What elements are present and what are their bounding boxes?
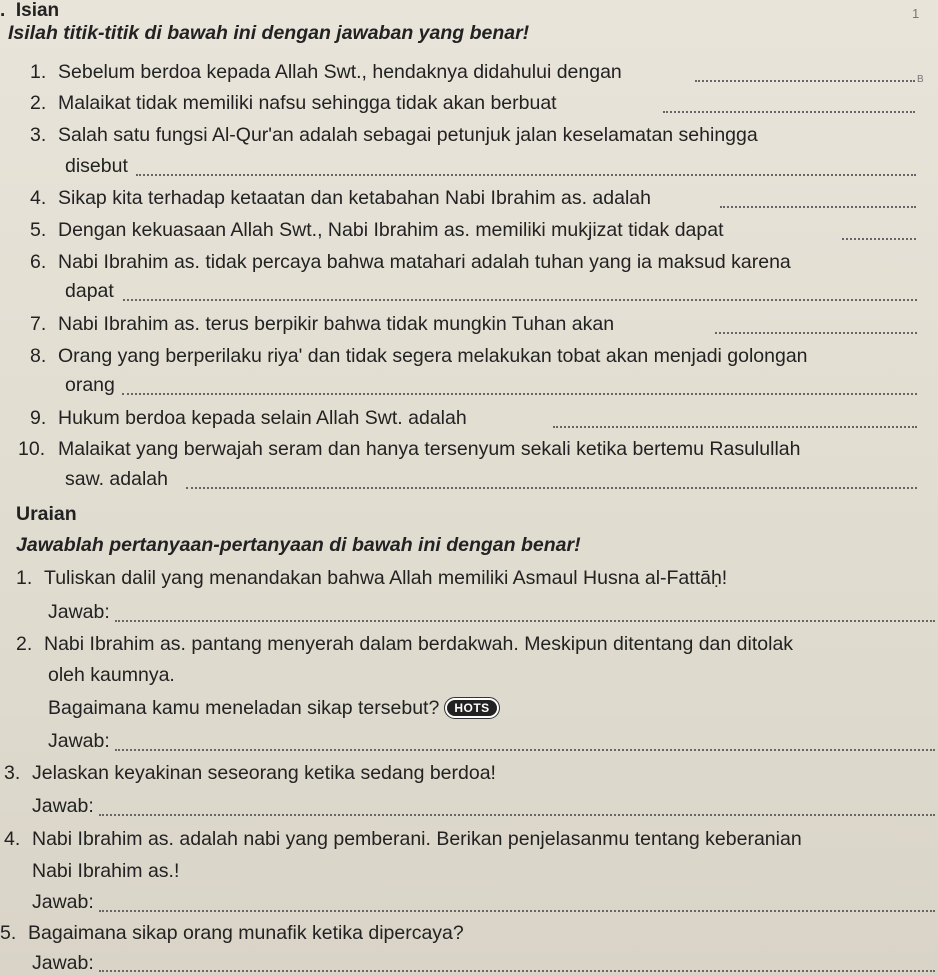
answer-blank-8[interactable] <box>122 393 917 395</box>
item-number: 1. <box>16 567 33 589</box>
uraian-answer-blank-5[interactable] <box>99 970 935 972</box>
uraian-answer-label-1: Jawab: <box>48 601 110 623</box>
item-number: 5. <box>0 922 17 944</box>
answer-blank-7[interactable] <box>715 332 917 334</box>
item-text: Nabi Ibrahim as. adalah nabi yang pemberani. Berikan penjelasanmu tentang keberanian <box>32 828 802 850</box>
item-text: Dengan kekuasaan Allah Swt., Nabi Ibrahim as. memiliki mukjizat tidak dapat <box>58 219 724 241</box>
answer-blank-6[interactable] <box>123 299 917 301</box>
uraian-item-4-cont: Nabi Ibrahim as.! <box>32 860 180 882</box>
uraian-item-3 <box>4 762 496 784</box>
isian-item-4 <box>30 187 651 209</box>
item-text: Malaikat yang berwajah seram dan hanya tersenyum sekali ketika bertemu Rasulullah <box>58 438 801 460</box>
isian-item-7 <box>30 313 614 335</box>
answer-blank-1[interactable] <box>695 80 915 82</box>
heading-prefix: . <box>0 0 6 21</box>
item-text: Nabi Ibrahim as. terus berpikir bahwa tidak mungkin Tuhan akan <box>58 313 615 335</box>
answer-blank-9[interactable] <box>553 426 917 428</box>
item-number: 6. <box>30 251 47 273</box>
item-text: Nabi Ibrahim as. tidak percaya bahwa matahari adalah tuhan yang ia maksud karena <box>58 251 791 273</box>
uraian-item-2 <box>16 633 793 655</box>
item-number: 1. <box>30 61 47 83</box>
isian-instruction: Isilah titik-titik di bawah ini dengan jawaban yang benar! <box>8 22 530 44</box>
item-text: Orang yang berperilaku riya' dan tidak segera melakukan tobat akan menjadi golongan <box>58 345 808 367</box>
uraian-answer-label-3: Jawab: <box>32 795 94 817</box>
isian-item-10-cont: saw. adalah <box>65 468 168 490</box>
item-text: Malaikat tidak memiliki nafsu sehingga tidak akan berbuat <box>58 92 557 114</box>
uraian-answer-blank-3[interactable] <box>99 814 935 816</box>
corner-mark-2: B <box>917 74 924 85</box>
isian-item-8 <box>30 345 808 367</box>
uraian-instruction: Jawablah pertanyaan-pertanyaan di bawah ini dengan benar! <box>16 534 581 556</box>
uraian-answer-label-4: Jawab: <box>32 891 94 913</box>
item-number: 2. <box>30 92 47 114</box>
uraian-item-2-question <box>48 697 499 719</box>
uraian-answer-blank-1[interactable] <box>115 620 935 622</box>
item-text: Jelaskan keyakinan seseorang ketika sedang berdoa! <box>32 762 496 784</box>
isian-item-10 <box>18 438 800 460</box>
isian-item-6 <box>30 251 791 273</box>
answer-blank-3[interactable] <box>136 174 916 176</box>
corner-mark: 1 <box>912 6 920 21</box>
isian-heading-text: Isian <box>15 0 60 21</box>
item-text: Sikap kita terhadap ketaatan dan ketabahan Nabi Ibrahim as. adalah <box>58 187 651 209</box>
item-text: Nabi Ibrahim as. pantang menyerah dalam berdakwah. Meskipun ditentang dan ditolak <box>44 633 794 655</box>
hots-badge: HOTS <box>445 698 498 718</box>
uraian-answer-label-5: Jawab: <box>32 952 94 974</box>
section-heading-uraian: Uraian <box>16 503 77 525</box>
item-number: 10. <box>18 438 46 460</box>
uraian-item-5 <box>0 922 464 944</box>
isian-item-2 <box>30 92 557 114</box>
uraian-answer-label-2: Jawab: <box>48 730 110 752</box>
isian-item-3-cont: disebut <box>65 155 128 177</box>
answer-blank-4[interactable] <box>720 206 916 208</box>
uraian-item-2-cont: oleh kaumnya. <box>48 664 175 686</box>
isian-item-9 <box>30 407 467 429</box>
uraian-item-1 <box>16 567 727 589</box>
item-number: 7. <box>30 313 47 335</box>
isian-item-5 <box>30 219 724 241</box>
item-text: Bagaimana sikap orang munafik ketika dipercaya? <box>28 922 464 944</box>
answer-blank-2[interactable] <box>663 111 915 113</box>
item-number: 4. <box>4 828 21 850</box>
item-number: 9. <box>30 407 47 429</box>
item-number: 8. <box>30 345 47 367</box>
item-text: Bagaimana kamu meneladan sikap tersebut? <box>48 697 440 719</box>
uraian-answer-blank-4[interactable] <box>99 910 935 912</box>
isian-item-6-cont: dapat <box>65 280 114 302</box>
item-number: 4. <box>30 187 47 209</box>
isian-item-1 <box>30 61 622 83</box>
isian-item-8-cont: orang <box>65 374 115 396</box>
item-number: 2. <box>16 633 33 655</box>
section-heading-isian <box>0 0 59 22</box>
answer-blank-5[interactable] <box>842 238 916 240</box>
item-text: Sebelum berdoa kepada Allah Swt., hendaknya didahului dengan <box>58 61 622 83</box>
item-text: Hukum berdoa kepada selain Allah Swt. adalah <box>58 407 467 429</box>
item-text: Salah satu fungsi Al-Qur'an adalah sebagai petunjuk jalan keselamatan sehingga <box>58 124 758 146</box>
answer-blank-10[interactable] <box>186 487 917 489</box>
item-number: 5. <box>30 219 47 241</box>
item-text: Tuliskan dalil yang menandakan bahwa Allah memiliki Asmaul Husna al-Fattāḥ! <box>44 567 728 589</box>
uraian-item-4 <box>4 828 802 850</box>
uraian-answer-blank-2[interactable] <box>115 749 935 751</box>
item-number: 3. <box>30 124 47 146</box>
isian-item-3 <box>30 124 758 146</box>
item-number: 3. <box>4 762 21 784</box>
